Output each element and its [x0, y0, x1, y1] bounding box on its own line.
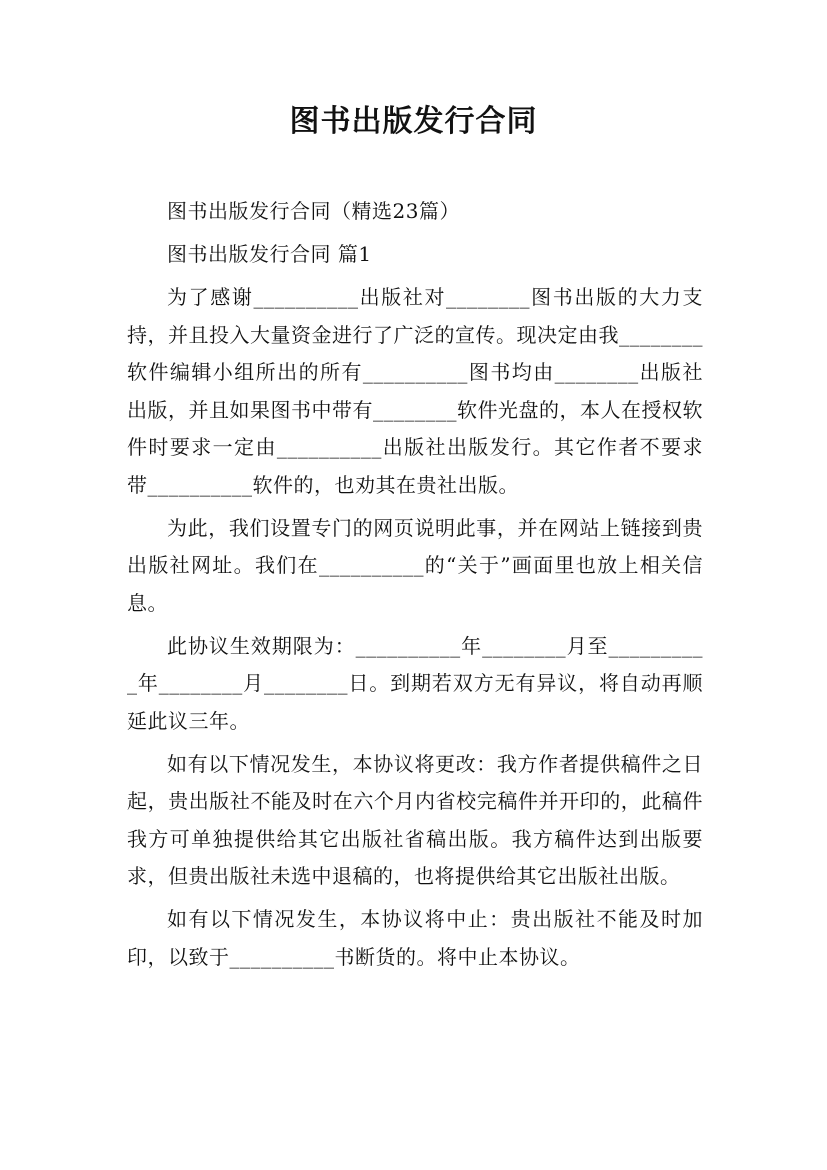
document-title: 图书出版发行合同	[289, 104, 538, 139]
document-body	[127, 193, 703, 982]
body-paragraph: 此协议生效期限为：__________年________月至__________年________月________日。到期若双方无有异议，将自动再顺延此议三年。	[127, 633, 703, 733]
body-paragraph: 如有以下情况发生，本协议将更改：我方作者提供稿件之日起，贵出版社不能及时在六个月内省校完稿件并开印的，此稿件我方可单独提供给其它出版社省稿出版。我方稿件达到出版要求，但贵出版社未选中退稿的，也将提供给其它出版社出版。	[127, 751, 703, 888]
body-paragraph: 为此，我们设置专门的网页说明此事，并在网站上链接到贵出版社网址。我们在__________的“关于”画面里也放上相关信息。	[127, 515, 703, 615]
subtitle-paragraph: 图书出版发行合同（精选23篇）	[167, 199, 460, 223]
body-paragraph: 如有以下情况发生，本协议将中止：贵出版社不能及时加印，以致于__________书断货的。将中止本协议。	[127, 907, 703, 969]
section-heading: 图书出版发行合同 篇1	[167, 242, 372, 266]
body-paragraph: 为了感谢__________出版社对________图书出版的大力支持，并且投入大量资金进行了广泛的宣传。现决定由我________软件编辑小组所出的所有__________图书均由________出版社出版，并且如果图书中带有________软件光盘的，本人在授权软件时要求一定由__________出版社出版发行。其它作者不要求带__________软件的，也劝其在贵社出版。	[127, 285, 703, 497]
